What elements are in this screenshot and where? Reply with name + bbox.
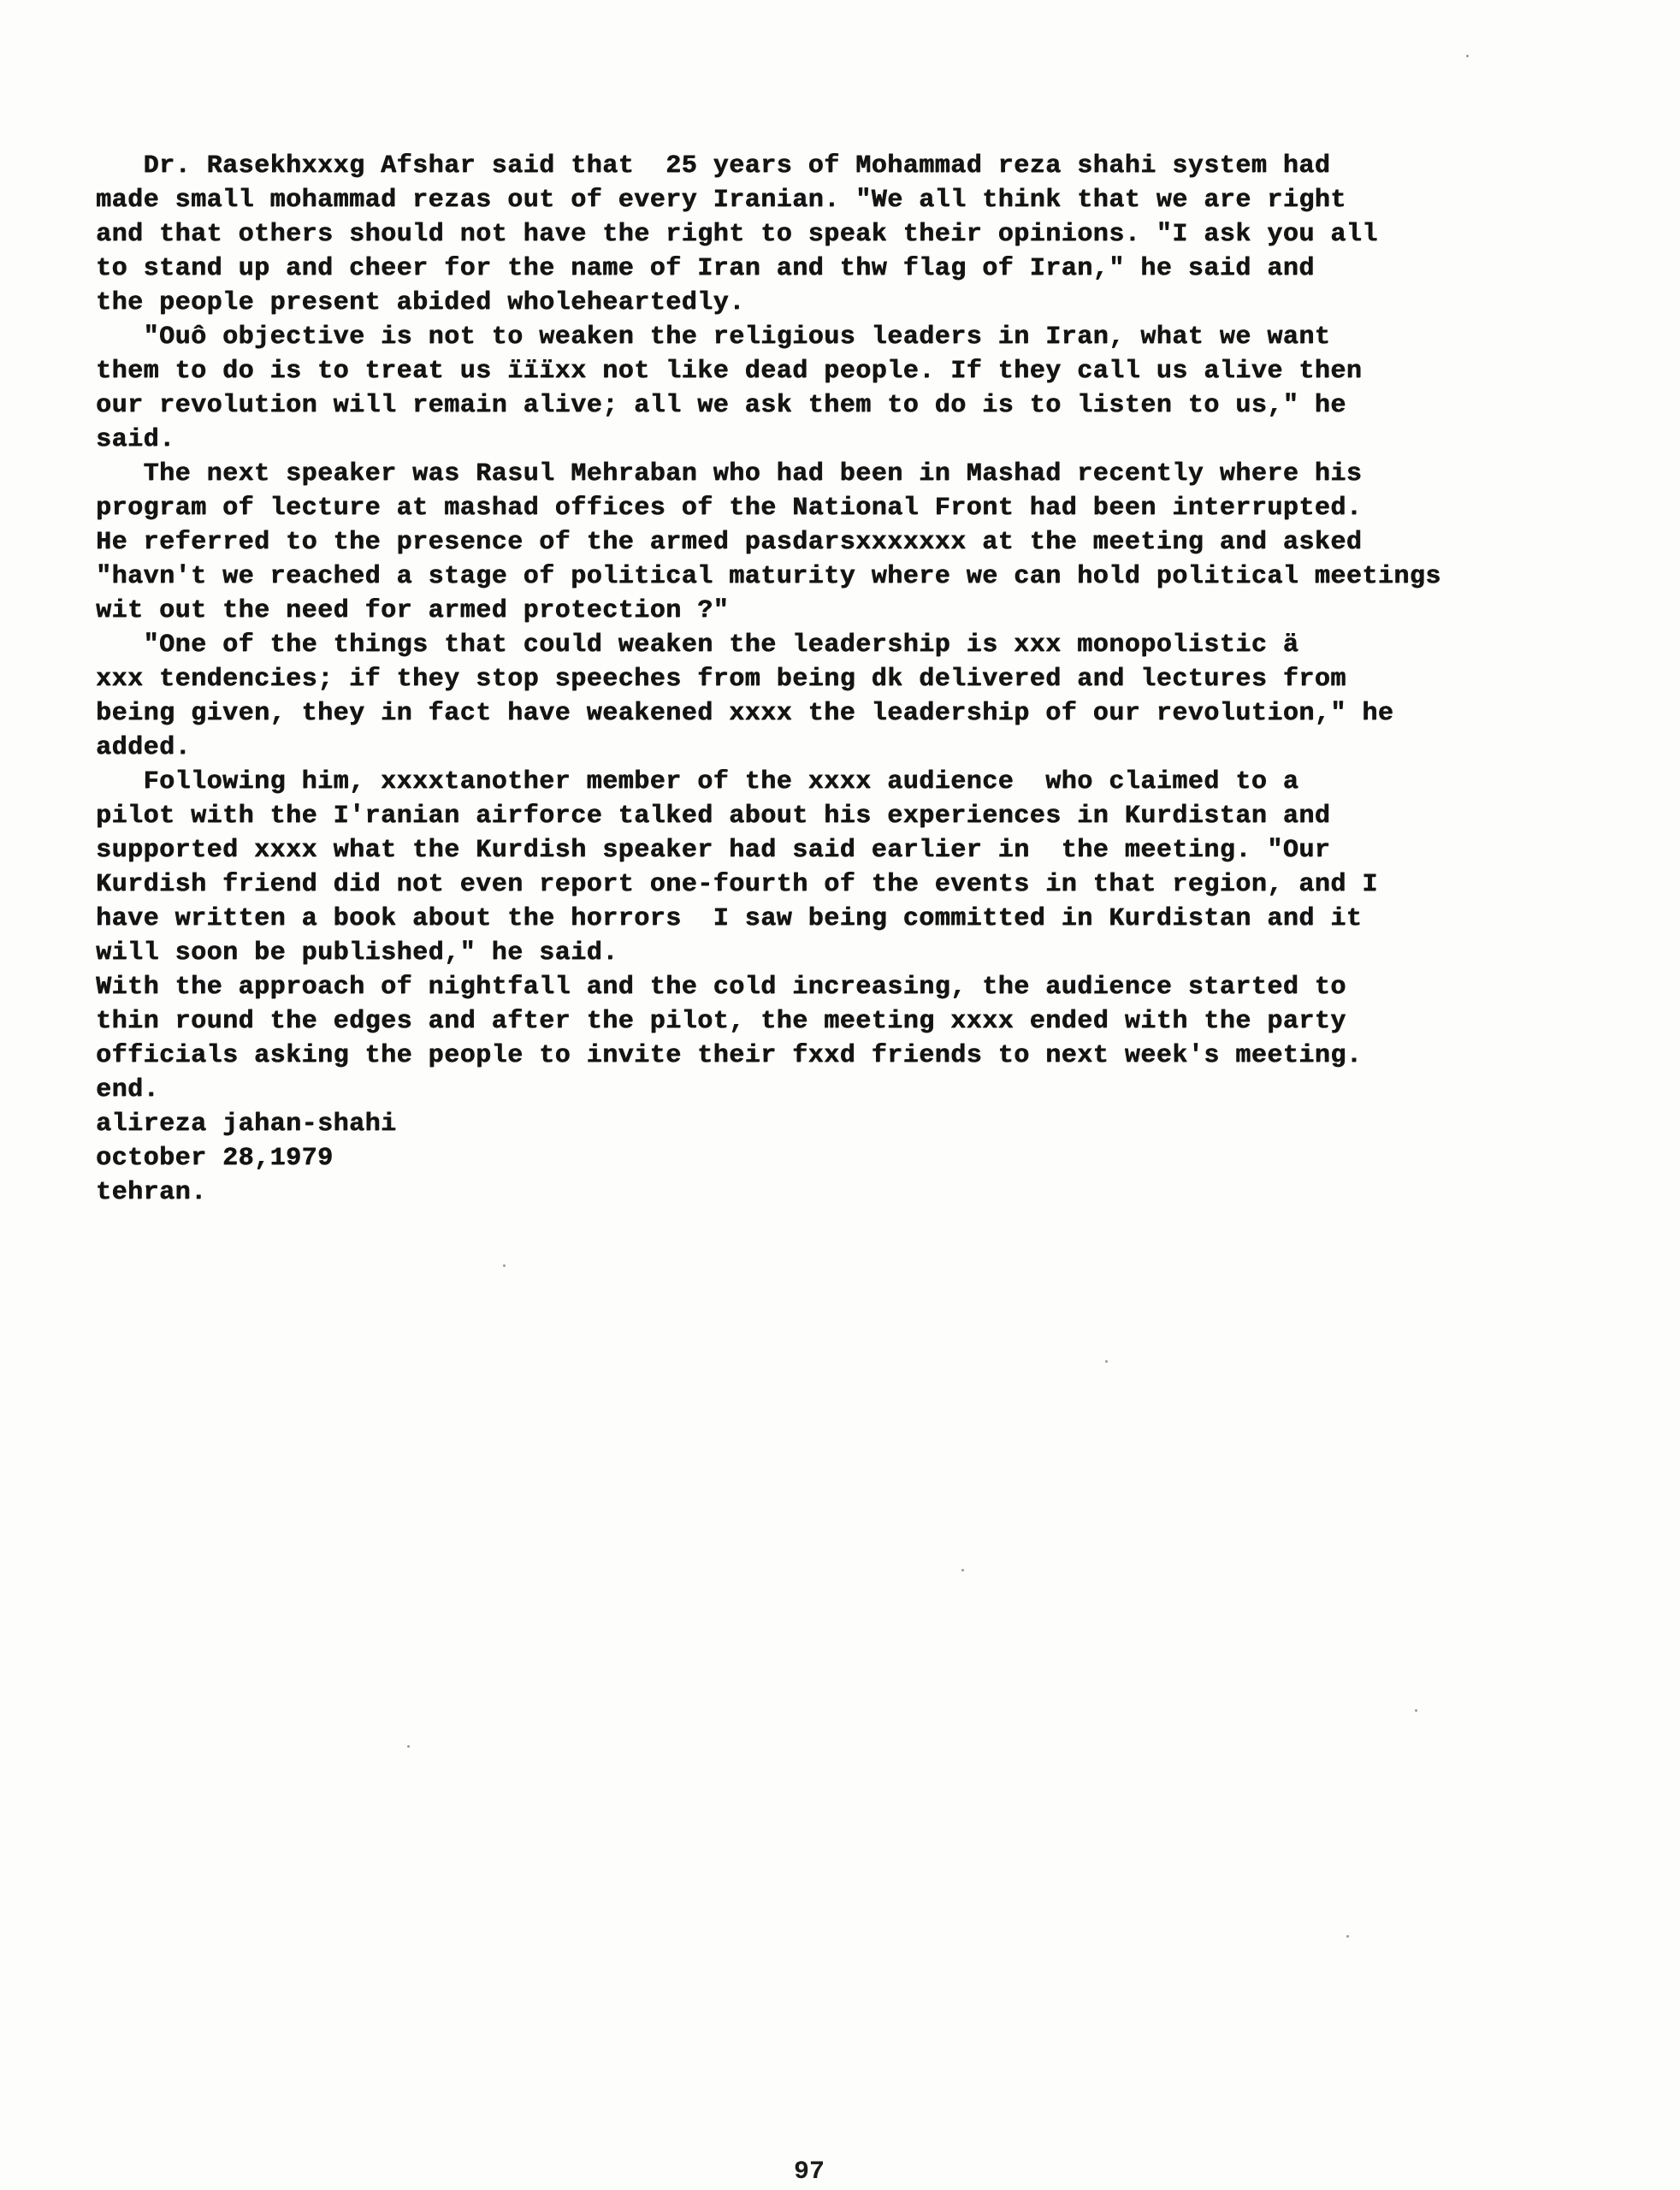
text-line: xxx tendencies; if they stop speeches from being dk delivered and lectures from (96, 665, 1346, 694)
text-line: the people present abided wholeheartedly. (96, 288, 745, 317)
text-line: said. (96, 425, 175, 454)
scan-speck (961, 1569, 964, 1571)
page-number: 97 (794, 2157, 825, 2187)
scan-speck (1105, 1360, 1108, 1363)
text-line: With the approach of nightfall and the cold increasing, the audience started to (96, 973, 1346, 1002)
paragraph-rasul-mehraban (96, 457, 1567, 628)
text-line: "One of the things that could weaken the leadership is xxx monopolistic ä (96, 630, 1299, 660)
signature-block (96, 1107, 1567, 1210)
paragraph-leadership-quote (96, 628, 1567, 765)
text-line: end. (96, 1075, 160, 1104)
scan-speck (503, 1264, 506, 1267)
text-line: to stand up and cheer for the name of Iran and thw flag of Iran," he said and (96, 254, 1315, 283)
text-line: will soon be published," he said. (96, 938, 618, 968)
text-line: "havn't we reached a stage of political maturity where we can hold political meetings (96, 562, 1441, 591)
text-line: our revolution will remain alive; all we ask them to do is to listen to us," he (96, 391, 1346, 420)
paragraph-objective-quote (96, 320, 1567, 457)
text-line: supported xxxx what the Kurdish speaker had said earlier in the meeting. "Our (96, 836, 1331, 865)
typed-text-body (96, 149, 1567, 1210)
scan-speck (407, 1745, 410, 1748)
text-line: Kurdish friend did not even report one-fourth of the events in that region, and I (96, 870, 1378, 899)
text-line: added. (96, 733, 192, 762)
text-line: He referred to the presence of the armed pasdarsxxxxxxx at the meeting and asked (96, 528, 1363, 557)
report-date: october 28,1979 (96, 1144, 334, 1173)
scan-speck (1346, 1935, 1349, 1938)
text-line: thin round the edges and after the pilot, the meeting xxxx ended with the party (96, 1007, 1346, 1036)
text-line: and that others should not have the right to speak their opinions. "I ask you all (96, 220, 1378, 249)
paragraph-meeting-end (96, 970, 1567, 1107)
text-line: officials asking the people to invite their fxxd friends to next week's meeting. (96, 1041, 1363, 1070)
paragraph-rasekh-afshar (96, 149, 1567, 320)
report-place: tehran. (96, 1178, 207, 1207)
text-line: Dr. Rasekhxxxg Afshar said that 25 years of Mohammad reza shahi system had (96, 151, 1331, 181)
text-line: them to do is to treat us ïïïxx not like dead people. If they call us alive then (96, 357, 1363, 386)
text-line: pilot with the I'ranian airforce talked about his experiences in Kurdistan and (96, 802, 1331, 831)
text-line: "Ouô objective is not to weaken the religious leaders in Iran, what we want (96, 323, 1331, 352)
text-line: have written a book about the horrors I saw being committed in Kurdistan and it (96, 904, 1363, 933)
text-line: program of lecture at mashad offices of the National Front had been interrupted. (96, 494, 1363, 523)
text-line: The next speaker was Rasul Mehraban who had been in Mashad recently where his (96, 459, 1363, 488)
text-line: wit out the need for armed protection ?" (96, 596, 730, 625)
author-name: alireza jahan-shahi (96, 1110, 397, 1139)
paragraph-pilot-speaker (96, 765, 1567, 970)
text-line: Following him, xxxxtanother member of the xxxx audience who claimed to a (96, 767, 1299, 796)
text-line: being given, they in fact have weakened xxxx the leadership of our revolution," he (96, 699, 1394, 728)
text-line: made small mohammad rezas out of every Iranian. "We all think that we are right (96, 186, 1346, 215)
scan-speck (1415, 1709, 1417, 1712)
scan-speck (1466, 55, 1469, 57)
